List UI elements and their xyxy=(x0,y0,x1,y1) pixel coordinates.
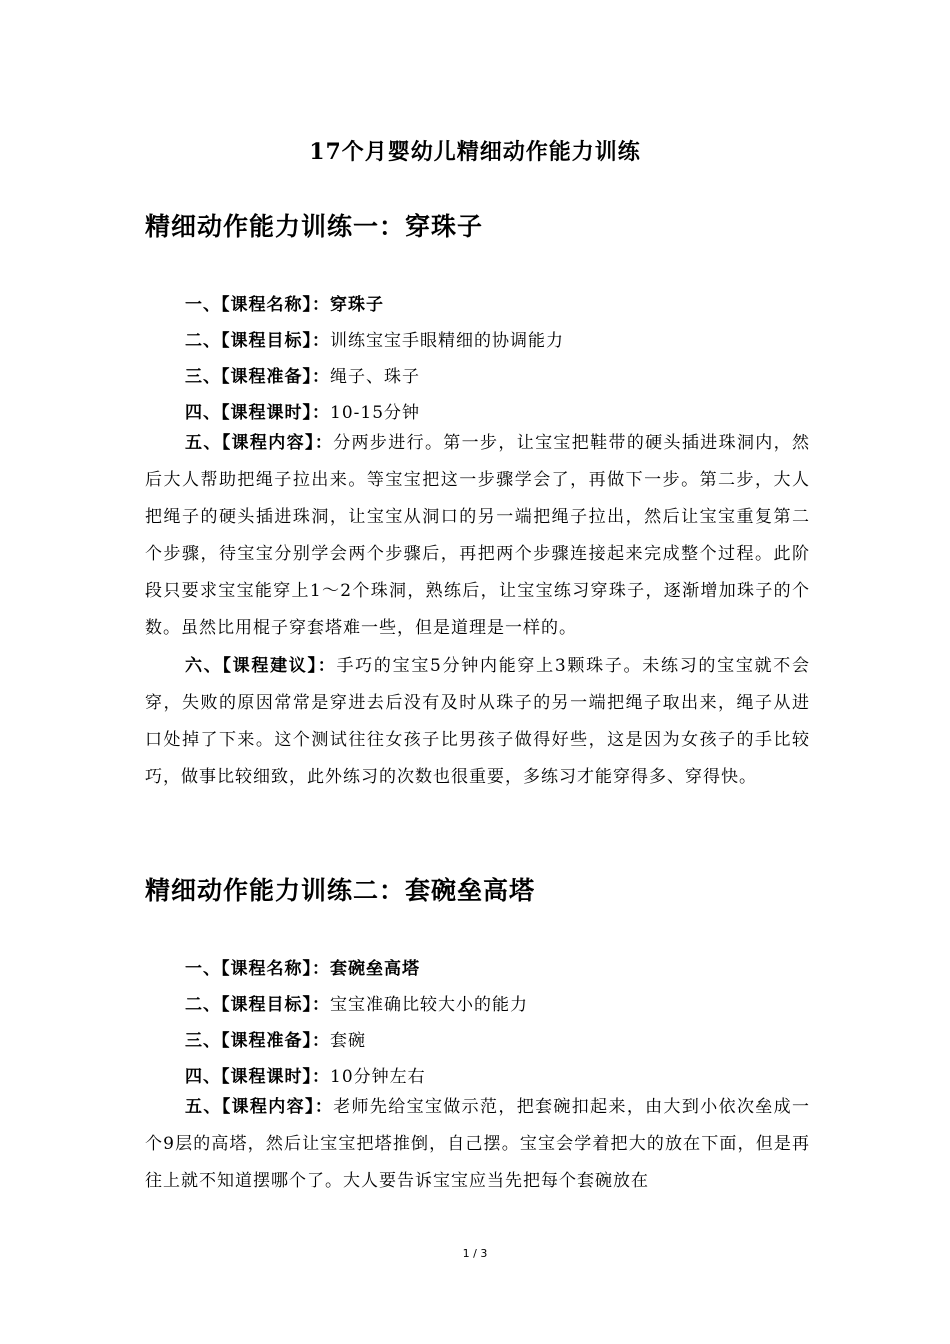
course-goal-item-2 xyxy=(185,990,528,1015)
course-content-text: 分两步进行。第一步，让宝宝把鞋带的硬头插进珠洞内，然后大人帮助把绳子拉出来。等宝宝把这一步骤学会了，再做下一步。第二步，大人把绳子的硬头插进珠洞，让宝宝从洞口的另一端把绳子拉出，然后让宝宝重复第二个步骤，待宝宝分别学会两个步骤后，再把两个步骤连接起来完成整个过程。此阶段只要求宝宝能穿上1～2个珠洞，熟练后，让宝宝练习穿珠子，逐渐增加珠子的个数。虽然比用棍子穿套塔难一些，但是道理是一样的。 xyxy=(145,433,811,638)
course-advice-text: 手巧的宝宝5分钟内能穿上3颗珠子。未练习的宝宝就不会穿，失败的原因常常是穿进去后没有及时从珠子的另一端把绳子取出来，绳子从进口处掉了下来。这个测试往往女孩子比男孩子做得好些，这是因为女孩子的手比较巧，做事比较细致，此外练习的次数也很重要，多练习才能穿得多、穿得快。 xyxy=(145,656,810,787)
course-duration-value: 10分钟左右 xyxy=(330,1067,426,1087)
course-name-label: 一、【课程名称】： xyxy=(185,959,330,979)
page-number: 1 / 3 xyxy=(462,1247,488,1260)
course-goal-label: 二、【课程目标】： xyxy=(185,331,330,351)
course-duration-value: 10-15分钟 xyxy=(330,403,421,423)
course-duration-label: 四、【课程课时】： xyxy=(185,1067,330,1087)
document-title: 17个月婴幼儿精细动作能力训练 xyxy=(309,139,641,165)
course-name-label: 一、【课程名称】： xyxy=(185,295,330,315)
course-prep-value: 套碗 xyxy=(330,1031,366,1051)
course-name-value: 穿珠子 xyxy=(330,295,384,315)
course-goal-value: 训练宝宝手眼精细的协调能力 xyxy=(330,331,564,351)
section-heading-1: 精细动作能力训练一：穿珠子 xyxy=(145,212,484,241)
course-goal-item-1 xyxy=(185,326,564,351)
course-goal-value: 宝宝准确比较大小的能力 xyxy=(330,995,528,1015)
section-heading-2: 精细动作能力训练二：套碗垒高塔 xyxy=(145,876,536,905)
course-content-text: 老师先给宝宝做示范，把套碗扣起来，由大到小依次垒成一个9层的高塔，然后让宝宝把塔推倒，自己摆。宝宝会学着把大的放在下面，但是再往上就不知道摆哪个了。大人要告诉宝宝应当先把每个套碗放在 xyxy=(145,1097,811,1191)
course-name-value: 套碗垒高塔 xyxy=(330,959,420,979)
course-content-paragraph-2 xyxy=(145,1089,810,1200)
course-duration-label: 四、【课程课时】： xyxy=(185,403,330,423)
course-duration-item-1 xyxy=(185,398,420,423)
course-prep-label: 三、【课程准备】： xyxy=(185,367,330,387)
course-name-item-1 xyxy=(185,290,384,315)
course-content-label: 五、【课程内容】： xyxy=(185,1097,334,1117)
course-goal-label: 二、【课程目标】： xyxy=(185,995,330,1015)
course-content-paragraph-1 xyxy=(145,425,810,647)
course-prep-value: 绳子、珠子 xyxy=(330,367,420,387)
course-duration-item-2 xyxy=(185,1062,426,1087)
course-prep-item-1 xyxy=(185,362,420,387)
course-content-label: 五、【课程内容】： xyxy=(185,433,334,453)
course-prep-item-2 xyxy=(185,1026,366,1051)
course-advice-label: 六、【课程建议】： xyxy=(185,656,337,676)
course-advice-paragraph-1 xyxy=(145,648,810,796)
course-prep-label: 三、【课程准备】： xyxy=(185,1031,330,1051)
course-name-item-2 xyxy=(185,954,420,979)
